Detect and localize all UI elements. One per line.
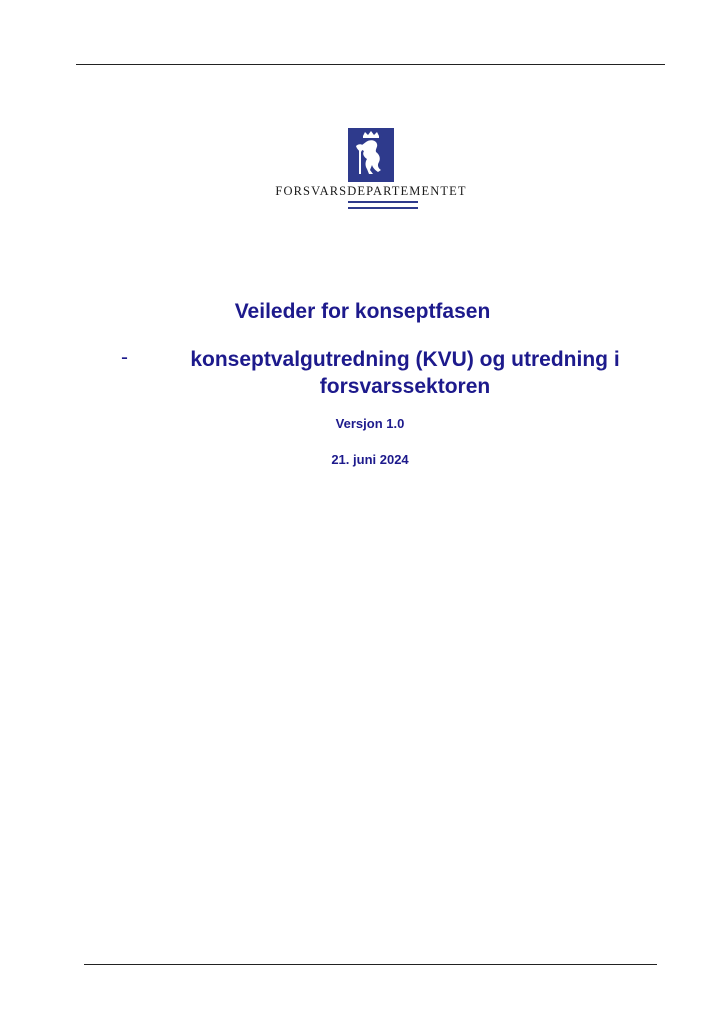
document-date: 21. juni 2024 [331,452,409,467]
footer-rule [84,964,657,965]
subtitle-dash: - [121,346,128,369]
department-logo [262,128,480,210]
document-title: Veileder for konseptfasen [234,300,491,323]
document-subtitle: konseptvalgutredning (KVU) og utredning i forsvarssektoren [190,348,620,398]
logo-underline [348,201,418,203]
document-version: Versjon 1.0 [335,416,405,431]
coat-of-arms-icon [348,128,394,182]
department-name: FORSVARSDEPARTEMENTET [275,184,467,198]
logo-underline [348,207,418,209]
header-rule [76,64,665,65]
